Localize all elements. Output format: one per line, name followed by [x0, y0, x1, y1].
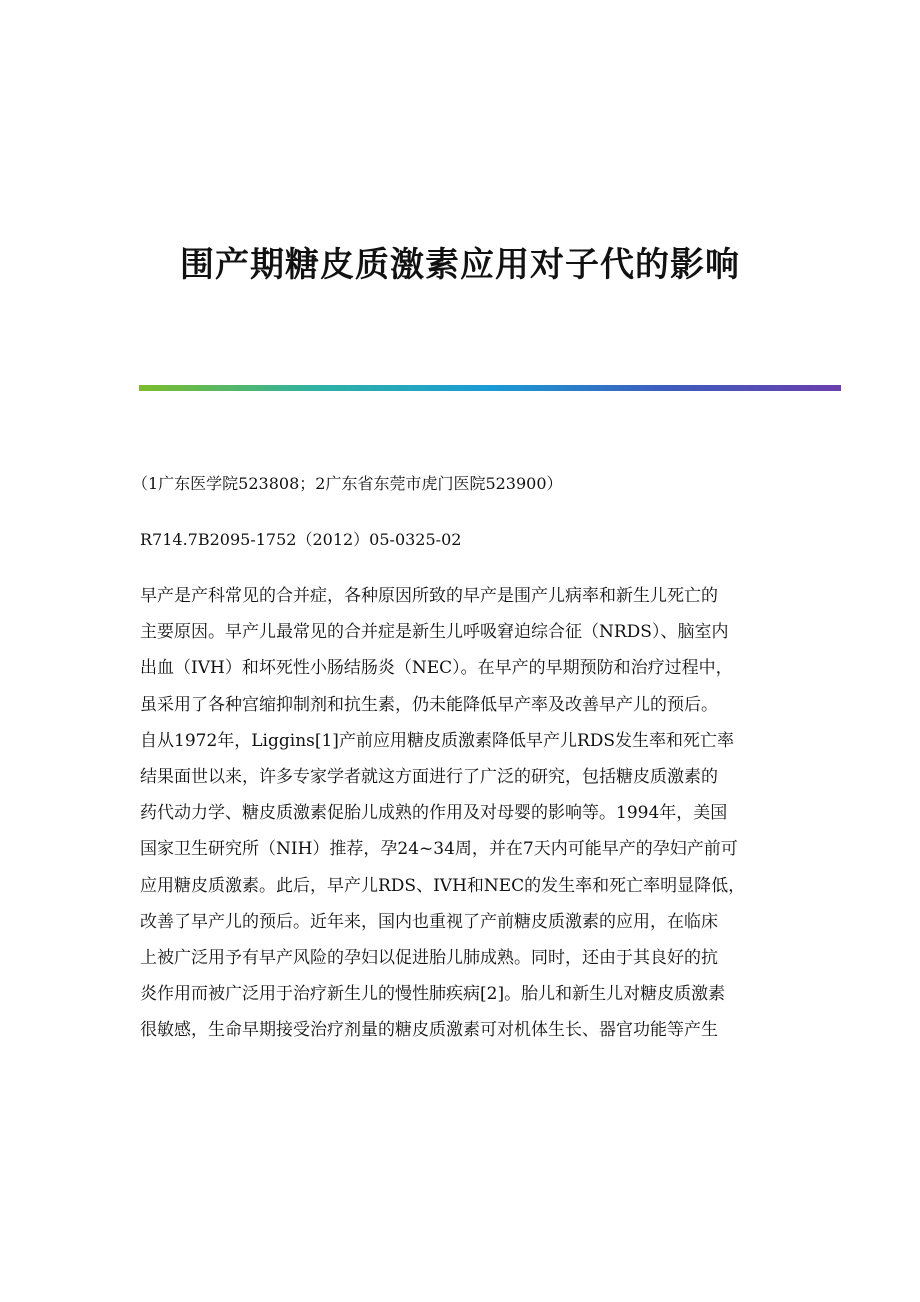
body-line: 上被广泛用予有早产风险的孕妇以促进胎儿肺成熟。同时，还由于其良好的抗	[140, 947, 718, 968]
body-line: 改善了早产儿的预后。近年来，国内也重视了产前糖皮质激素的应用，在临床	[140, 911, 718, 932]
document-title: 围产期糖皮质激素应用对子代的影响	[180, 244, 740, 285]
body-paragraph	[140, 578, 780, 1048]
body-line: 国家卫生研究所（NIH）推荐，孕24~34周，并在7天内可能早产的孕妇产前可	[140, 839, 738, 860]
body-line: 结果面世以来，许多专家学者就这方面进行了广泛的研究，包括糖皮质激素的	[140, 766, 718, 787]
body-line: 应用糖皮质激素。此后，早产儿RDS、IVH和NEC的发生率和死亡率明显降低，	[140, 875, 746, 896]
body-line: 虽采用了各种宫缩抑制剂和抗生素，仍未能降低早产率及改善早产儿的预后。	[140, 694, 718, 715]
body-line: 炎作用而被广泛用于治疗新生儿的慢性肺疾病[2]。胎儿和新生儿对糖皮质激素	[140, 984, 726, 1005]
body-line: 很敏感，生命早期接受治疗剂量的糖皮质激素可对机体生长、器官功能等产生	[140, 1020, 718, 1041]
classification-code: R714.7B2095-1752（2012）05-0325-02	[140, 530, 462, 549]
body-line: 自从1972年，Liggins[1]产前应用糖皮质激素降低早产儿RDS发生率和死亡率	[140, 730, 735, 751]
body-line: 早产是产科常见的合并症，各种原因所致的早产是围产儿病率和新生儿死亡的	[140, 586, 718, 606]
gradient-divider	[139, 385, 841, 391]
body-line: 出血（IVH）和坏死性小肠结肠炎（NEC）。在早产的早期预防和治疗过程中，	[140, 658, 733, 679]
body-line: 主要原因。早产儿最常见的合并症是新生儿呼吸窘迫综合征（NRDS）、脑室内	[140, 622, 729, 643]
author-affiliation: （1广东医学院523808；2广东省东莞市虎门医院523900）	[132, 474, 563, 493]
body-line: 药代动力学、糖皮质激素促胎儿成熟的作用及对母婴的影响等。1994年，美国	[140, 803, 728, 824]
